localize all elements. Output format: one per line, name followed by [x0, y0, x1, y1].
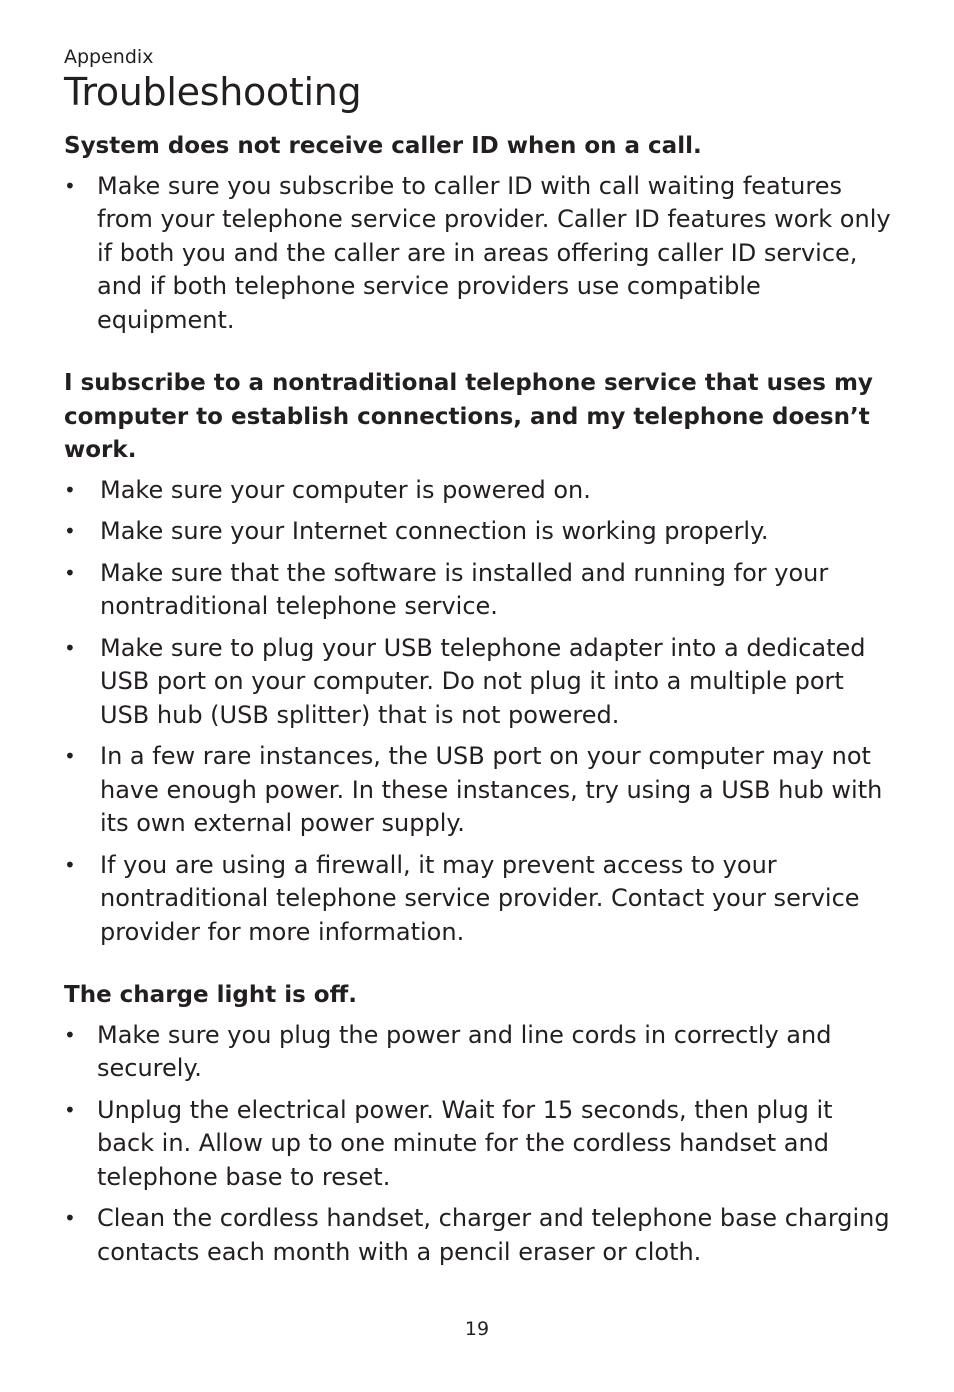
list-item-text: Unplug the electrical power. Wait for 15 seconds, then plug it back in. Allow up to one minute for the cordless handset and telephone base to reset. — [97, 1095, 833, 1191]
list-item — [64, 557, 894, 624]
bullet-icon: • — [64, 635, 76, 660]
list-item — [64, 1202, 894, 1269]
list-item-text: Make sure your Internet connection is working properly. — [100, 517, 769, 545]
list-item — [64, 740, 894, 841]
list-item — [64, 1094, 894, 1195]
list-item-text: Make sure that the software is installed and running for your nontraditional telephone service. — [100, 558, 829, 620]
bullet-icon: • — [64, 173, 76, 198]
troubleshooting-section-caller-id — [64, 130, 894, 337]
list-item — [64, 632, 894, 733]
list-item-text: Make sure to plug your USB telephone adapter into a dedicated USB port on your computer. Do not plug it into a multiple port USB hub (USB splitter) that is not powered. — [100, 633, 866, 729]
list-item — [64, 515, 894, 549]
list-item-text: If you are using a firewall, it may prevent access to your nontraditional telephone service provider. Contact your service provider for more information. — [100, 850, 860, 946]
troubleshooting-section-nontraditional-service — [64, 367, 894, 949]
bullet-list — [64, 170, 894, 338]
list-item — [64, 1019, 894, 1086]
list-item — [64, 849, 894, 950]
list-item-text: In a few rare instances, the USB port on your computer may not have enough power. In these instances, try using a USB hub with its own external power supply. — [100, 742, 883, 837]
section-heading: System does not receive caller ID when on a call. — [64, 133, 702, 159]
list-item — [64, 474, 894, 508]
bullet-icon: • — [64, 744, 76, 768]
section-heading: I subscribe to a nontraditional telephone service that uses my computer to establish connections, and my telephone doesn’t work. — [64, 370, 873, 463]
page-content — [64, 44, 894, 1299]
page-title: Troubleshooting — [64, 70, 362, 114]
list-item-text: Make sure your computer is powered on. — [100, 475, 591, 504]
section-label: Appendix — [64, 46, 154, 68]
page-number: 19 — [464, 1318, 490, 1340]
list-item-text: Make sure you plug the power and line cords in correctly and securely. — [97, 1020, 832, 1082]
bullet-list — [64, 474, 894, 950]
bullet-icon: • — [64, 519, 76, 543]
bullet-icon: • — [64, 1097, 76, 1122]
troubleshooting-section-charge-light — [64, 979, 894, 1269]
list-item — [64, 170, 894, 338]
bullet-icon: • — [64, 852, 76, 877]
bullet-list — [64, 1019, 894, 1270]
bullet-icon: • — [64, 477, 76, 502]
bullet-icon: • — [64, 560, 76, 585]
bullet-icon: • — [64, 1022, 76, 1047]
list-item-text: Clean the cordless handset, charger and telephone base charging contacts each month with a pencil eraser or cloth. — [97, 1204, 890, 1266]
list-item-text: Make sure you subscribe to caller ID with call waiting features from your telephone service provider. Caller ID features work only if both you and the caller are in areas offering caller ID service, and if both telephone service providers use compatible equipment. — [97, 171, 891, 334]
bullet-icon: • — [64, 1206, 76, 1230]
section-heading: The charge light is off. — [64, 982, 357, 1008]
